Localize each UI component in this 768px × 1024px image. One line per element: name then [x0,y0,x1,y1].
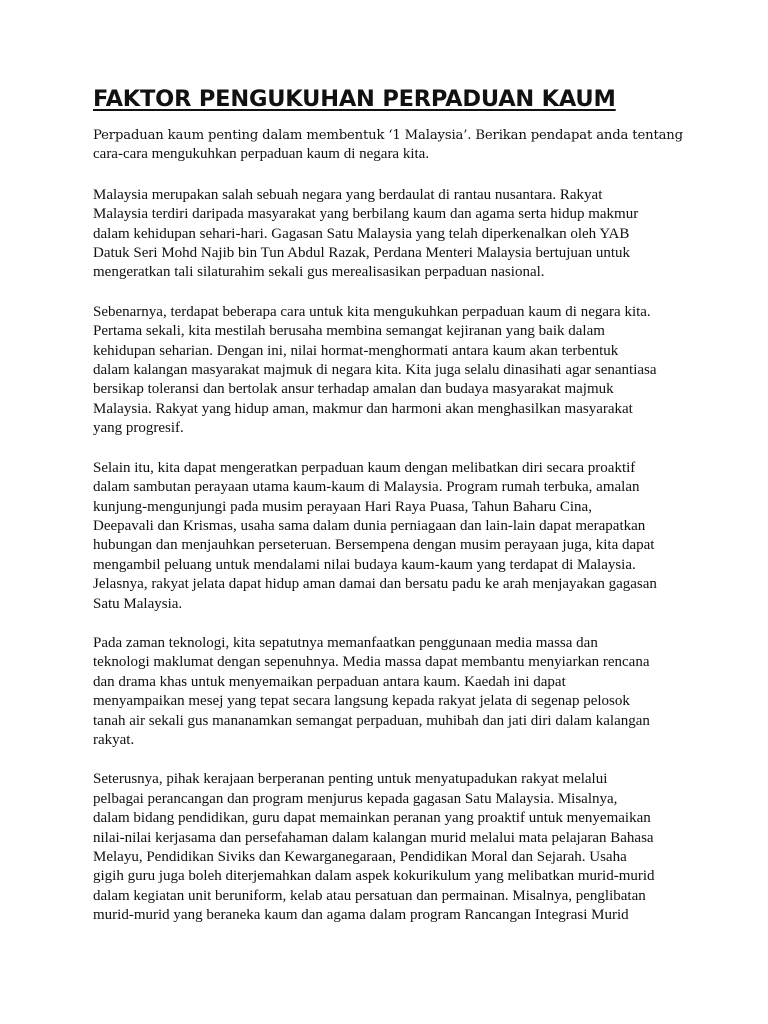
paragraph-line: Sebenarnya, terdapat beberapa cara untuk kita mengukuhkan perpaduan kaum di negara kita. [93,303,651,320]
paragraph-line: hubungan dan menjauhkan perseteruan. Bersempena dengan musim perayaan juga, kita dapat [93,537,655,554]
paragraph-line: Malaysia. Rakyat yang hidup aman, makmur dan harmoni akan menghasilkan masyarakat [93,400,633,417]
paragraph-line: rakyat. [93,731,135,748]
paragraph-line: Jelasnya, rakyat jelata dapat hidup aman damai dan bersatu padu ke arah menjayakan gagasan [93,576,657,593]
paragraph-line: mengeratkan tali silaturahim sekali gus merealisasikan perpaduan nasional. [93,264,545,281]
paragraph-line: dalam kalangan masyarakat majmuk di negara kita. Kita juga selalu dinasihati agar senantiasa [93,362,657,379]
paragraph-line: pelbagai perancangan dan program menjurus kepada gagasan Satu Malaysia. Misalnya, [93,790,618,807]
paragraph-festivals [93,459,681,614]
paragraph-line: Deepavali dan Krismas, usaha sama dalam dunia perniagaan dan lain-lain dapat merapatkan [93,517,646,534]
paragraph-mass-media [93,634,681,750]
paragraph-line: Melayu, Pendidikan Siviks dan Kewarganegaraan, Pendidikan Moral dan Sejarah. Usaha [93,849,627,865]
paragraph-line: Seterusnya, pihak kerajaan berperanan penting untuk menyatupadukan rakyat melalui [93,771,608,788]
paragraph-line: Malaysia terdiri daripada masyarakat yang berbilang kaum dan agama serta hidup makmur [93,206,639,223]
paragraph-line: teknologi maklumat dengan sepenuhnya. Media massa dapat membantu menyiarkan rencana [93,654,650,671]
paragraph-line: menyampaikan mesej yang tepat secara langsung kepada rakyat jelata di segenap pelosok [93,693,630,710]
paragraph-line: bersikap toleransi dan bertolak ansur terhadap amalan dan budaya masyarakat majmuk [93,381,614,398]
prompt-line: cara-cara mengukuhkan perpaduan kaum di negara kita. [93,146,430,163]
paragraph-line: dalam sambutan perayaan utama kaum-kaum di Malaysia. Program rumah terbuka, amalan [93,479,640,496]
paragraph-line: Pada zaman teknologi, kita sepatutnya memanfaatkan penggunaan media massa dan [93,634,598,651]
document-title: FAKTOR PENGUKUHAN PERPADUAN KAUM [93,86,616,112]
paragraph-line: dan drama khas untuk menyemaikan perpaduan antara kaum. Kaedah ini dapat [93,673,566,690]
paragraph-line: yang progresif. [93,420,184,437]
paragraph-line: nilai-nilai kerjasama dan persefahaman dalam kalangan murid melalui mata pelajaran Bahasa [93,829,654,846]
paragraph-line: Selain itu, kita dapat mengeratkan perpaduan kaum dengan melibatkan diri secara proaktif [93,459,636,476]
paragraph-neighbourliness [93,303,681,439]
paragraph-line: dalam bidang pendidikan, guru dapat memainkan peranan yang proaktif untuk menyemaikan [93,810,651,827]
document-content [93,84,681,946]
essay-prompt [93,126,681,165]
paragraph-line: mengambil peluang untuk mendalami nilai budaya kaum-kaum yang terdapat di Malaysia. [93,556,636,573]
paragraph-introduction [93,186,681,283]
paragraph-line: kehidupan seharian. Dengan ini, nilai hormat-menghormati antara kaum akan terbentuk [93,342,619,359]
paragraph-line: murid-murid yang beraneka kaum dan agama dalam program Rancangan Integrasi Murid [93,907,629,924]
paragraph-line: Malaysia merupakan salah sebuah negara yang berdaulat di rantau nusantara. Rakyat [93,186,603,203]
prompt-line: Perpaduan kaum penting dalam membentuk ‘1 Malaysia’. Berikan pendapat anda tentang [93,128,683,143]
paragraph-line: Satu Malaysia. [93,595,183,612]
paragraph-line: gigih guru juga boleh diterjemahkan dalam aspek kokurikulum yang melibatkan murid-murid [93,868,655,885]
paragraph-line: tanah air sekali gus mananamkan semangat perpaduan, muhibah dan jati diri dalam kalangan [93,712,650,729]
paragraph-line: kunjung-mengunjungi pada musim perayaan Hari Raya Puasa, Tahun Baharu Cina, [93,498,592,515]
paragraph-government-education [93,770,681,925]
paragraph-line: Datuk Seri Mohd Najib bin Tun Abdul Razak, Perdana Menteri Malaysia bertujuan untuk [93,245,631,262]
paragraph-line: dalam kehidupan sehari-hari. Gagasan Satu Malaysia yang telah diperkenalkan oleh YAB [93,225,630,242]
paragraph-line: dalam kegiatan unit beruniform, kelab atau persatuan dan permainan. Misalnya, penglibatan [93,887,646,904]
paragraph-line: Pertama sekali, kita mestilah berusaha membina semangat kejiranan yang baik dalam [93,323,605,340]
